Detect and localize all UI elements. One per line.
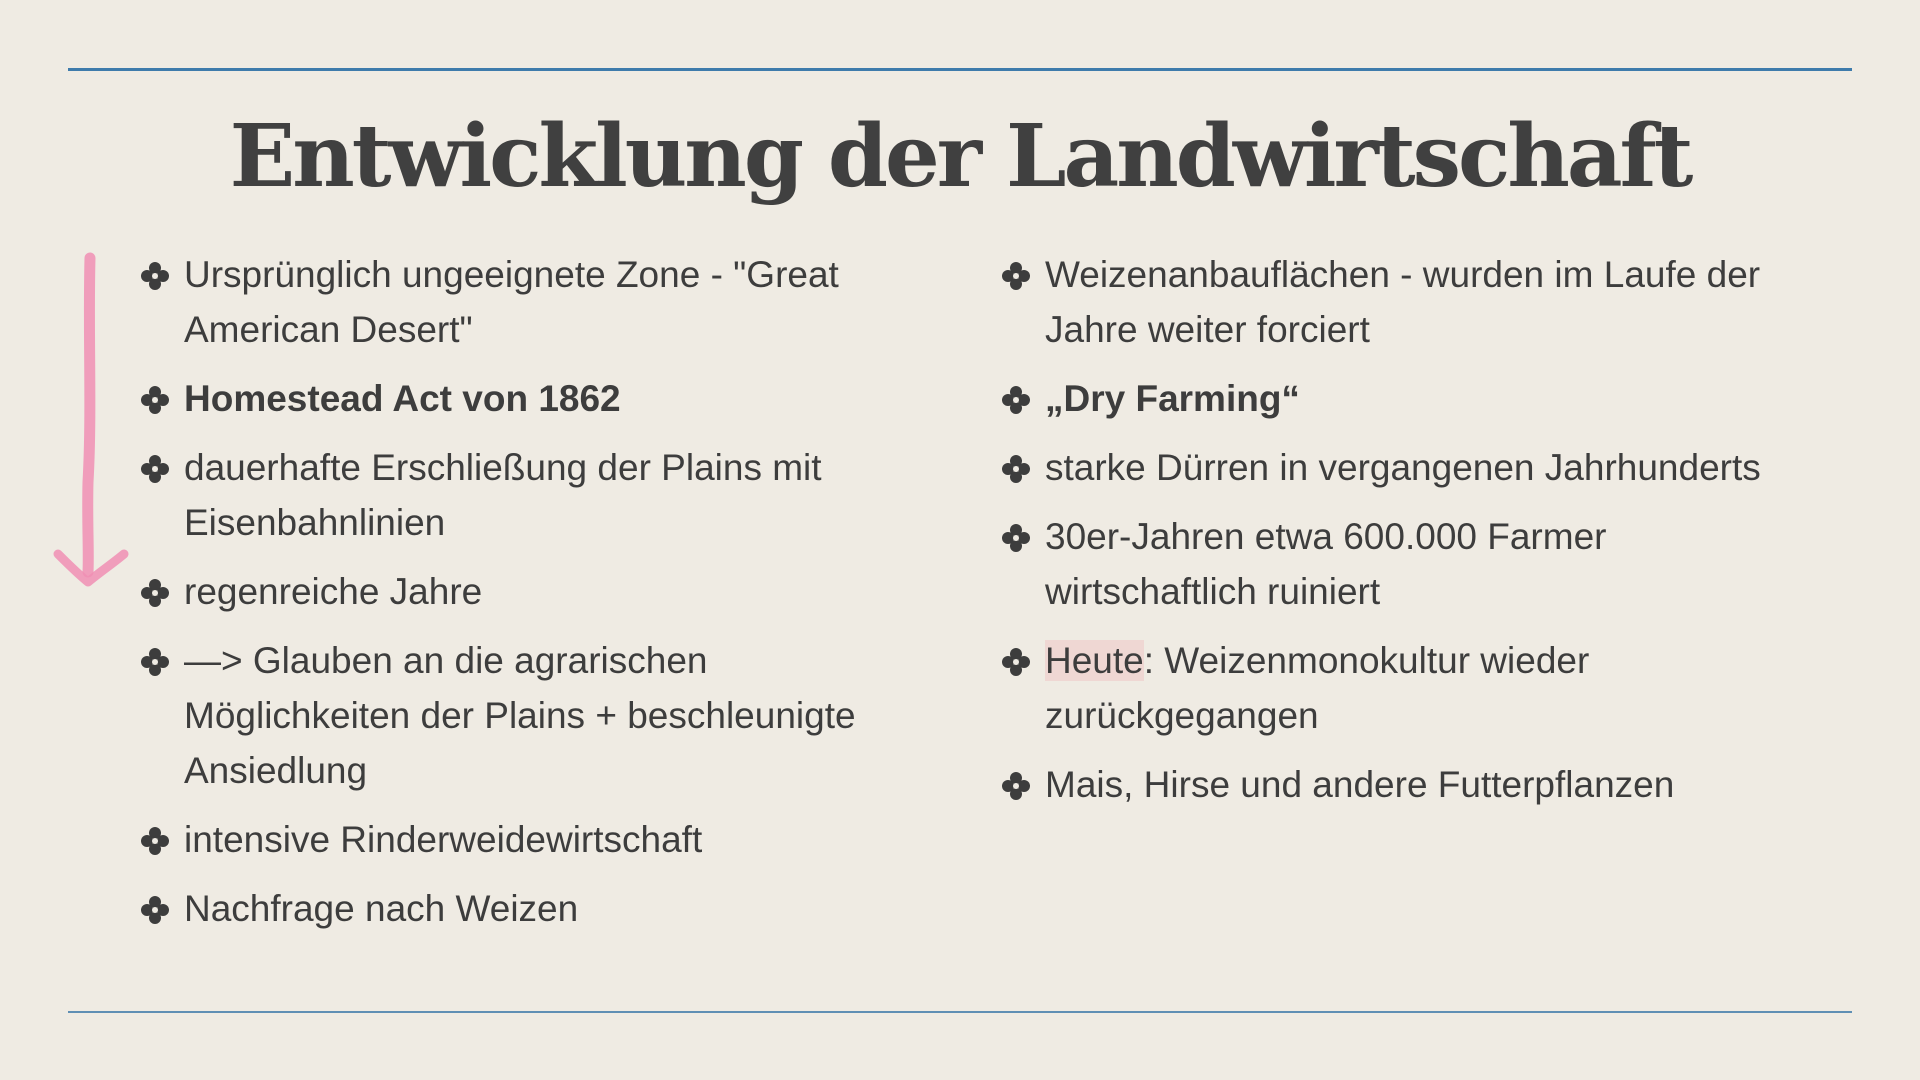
list-item xyxy=(999,371,1799,426)
list-item-text: 30er-Jahren etwa 600.000 Farmer wirtschaftlich ruiniert xyxy=(1045,516,1607,612)
list-item-text: Mais, Hirse und andere Futterpflanzen xyxy=(1045,764,1675,805)
four-petal-flower-icon xyxy=(138,247,172,302)
four-petal-flower-icon xyxy=(138,440,172,495)
list-item xyxy=(999,509,1799,619)
right-bullet-list xyxy=(999,247,1799,826)
list-item-text: regenreiche Jahre xyxy=(184,571,483,612)
list-item-text: Weizenanbauflächen - wurden im Laufe der Jahre weiter forciert xyxy=(1045,254,1761,350)
four-petal-flower-icon xyxy=(138,371,172,426)
four-petal-flower-icon xyxy=(138,812,172,867)
list-item-text: Homestead Act von 1862 xyxy=(184,378,621,419)
hand-drawn-down-arrow-icon xyxy=(52,252,132,597)
bottom-rule xyxy=(68,1011,1852,1013)
list-item-text: intensive Rinderweidewirtschaft xyxy=(184,819,703,860)
slide-title: Entwicklung der Landwirtschaft xyxy=(229,106,1691,207)
list-item xyxy=(138,440,928,550)
four-petal-flower-icon xyxy=(999,247,1033,302)
list-item-text: starke Dürren in vergangenen Jahrhunderts xyxy=(1045,447,1761,488)
list-item xyxy=(999,633,1799,743)
list-item xyxy=(138,247,928,357)
four-petal-flower-icon xyxy=(999,633,1033,688)
four-petal-flower-icon xyxy=(138,633,172,688)
list-item xyxy=(138,812,928,867)
left-bullet-list xyxy=(138,247,928,950)
list-item xyxy=(138,564,928,619)
four-petal-flower-icon xyxy=(138,564,172,619)
four-petal-flower-icon xyxy=(138,881,172,936)
list-item xyxy=(138,881,928,936)
top-rule xyxy=(68,68,1852,71)
list-item-text: —> Glauben an die agrarischen Möglichkeiten der Plains + beschleunigte Ansiedlung xyxy=(184,640,856,791)
four-petal-flower-icon xyxy=(999,757,1033,812)
four-petal-flower-icon xyxy=(999,509,1033,564)
list-item xyxy=(999,440,1799,495)
list-item-text: Ursprünglich ungeeignete Zone - "Great American Desert" xyxy=(184,254,839,350)
list-item xyxy=(138,633,928,798)
list-item-text: : Weizenmonokultur wieder zurückgegangen xyxy=(1045,640,1590,736)
four-petal-flower-icon xyxy=(999,371,1033,426)
list-item xyxy=(138,371,928,426)
list-item xyxy=(999,247,1799,357)
list-item xyxy=(999,757,1799,812)
highlighted-word: Heute xyxy=(1045,640,1144,681)
list-item-text: Nachfrage nach Weizen xyxy=(184,888,579,929)
list-item-text: dauerhafte Erschließung der Plains mit Eisenbahnlinien xyxy=(184,447,822,543)
list-item-text: „Dry Farming“ xyxy=(1045,378,1300,419)
four-petal-flower-icon xyxy=(999,440,1033,495)
